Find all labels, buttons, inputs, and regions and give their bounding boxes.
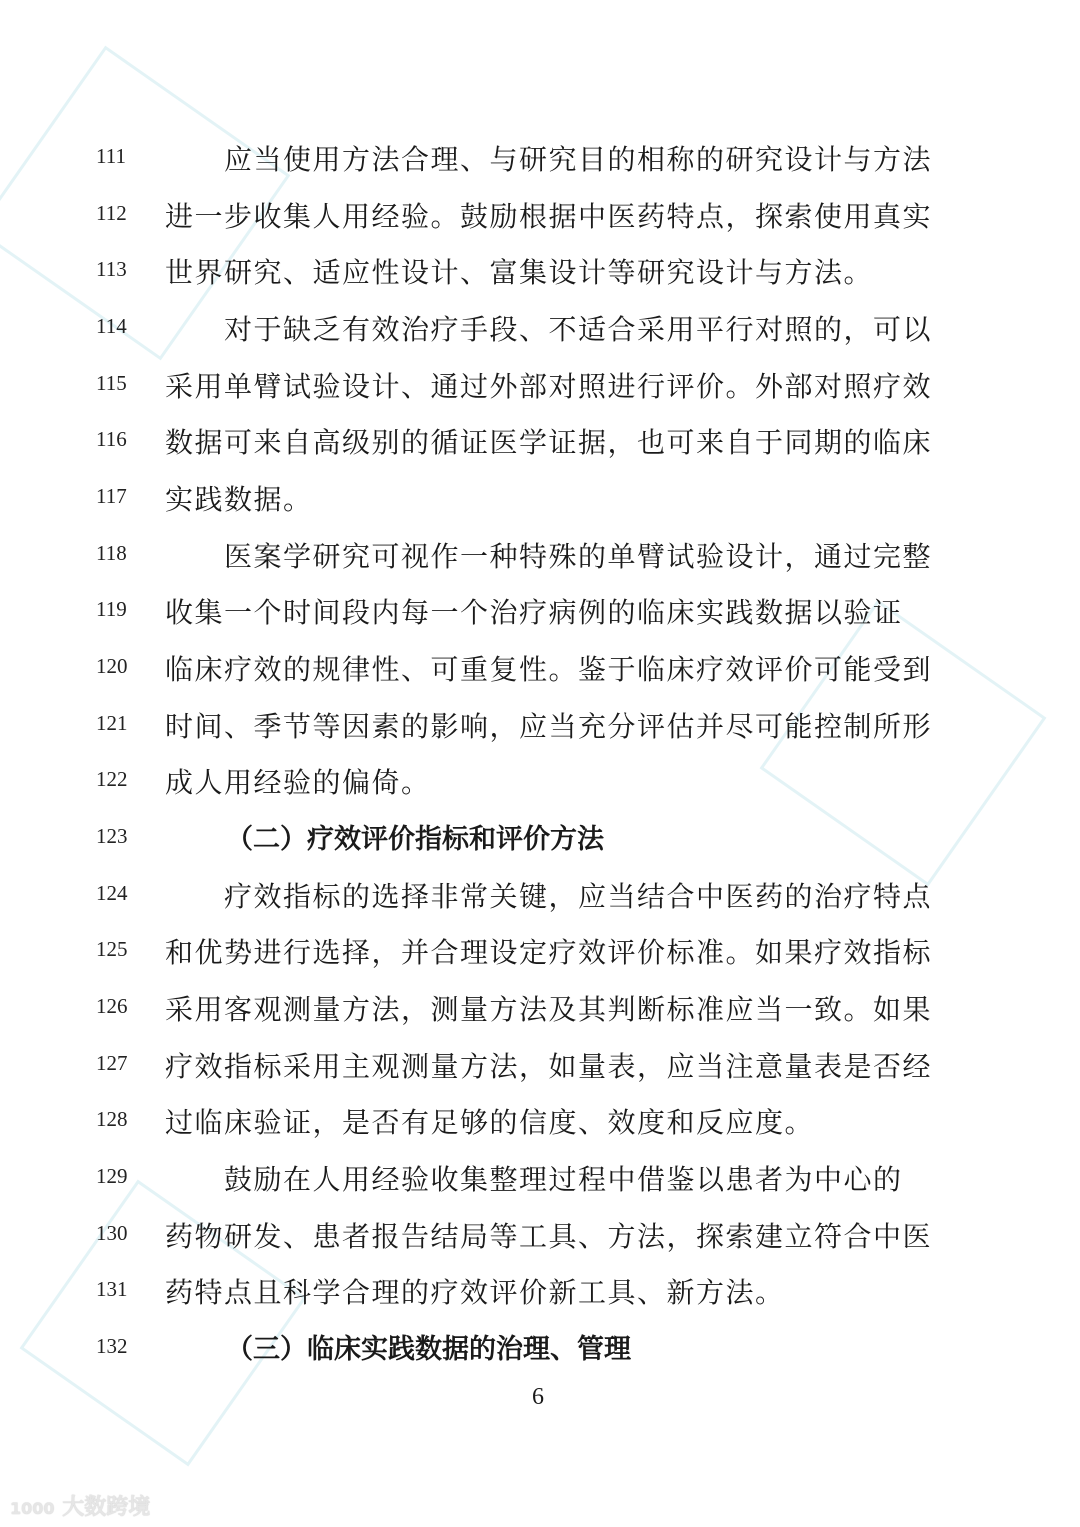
document-line [0, 1330, 1000, 1370]
line-number: 118 [96, 540, 127, 565]
line-number: 131 [96, 1277, 128, 1302]
document-line [0, 253, 1000, 293]
line-number: 115 [96, 370, 127, 395]
line-text: 采用客观测量方法，测量方法及其判断标准应当一致。如果 [165, 993, 933, 1027]
document-line [0, 933, 1000, 973]
line-number: 130 [96, 1220, 128, 1245]
line-text: 医案学研究可视作一种特殊的单臂试验设计，通过完整 [224, 539, 933, 573]
line-number: 128 [96, 1107, 128, 1132]
line-number: 111 [96, 144, 126, 168]
line-text: 数据可来自高级别的循证医学证据，也可来自于同期的临床 [165, 426, 933, 460]
source-logo [10, 1490, 150, 1521]
line-text: 进一步收集人用经验。鼓励根据中医药特点，探索使用真实 [165, 199, 933, 233]
document-line [0, 650, 1000, 690]
document-line [0, 1160, 1000, 1200]
document-line [0, 1103, 1000, 1143]
document-line [0, 593, 1000, 633]
line-text: 时间、季节等因素的影响，应当充分评估并尽可能控制所形 [165, 709, 933, 743]
line-number: 120 [96, 654, 128, 679]
line-number: 112 [96, 200, 127, 225]
line-number: 122 [96, 767, 128, 792]
document-line [0, 537, 1000, 577]
line-text: 成人用经验的偏倚。 [165, 766, 431, 800]
line-number: 123 [96, 824, 128, 849]
line-text: 鼓励在人用经验收集整理过程中借鉴以患者为中心的 [224, 1163, 903, 1197]
document-line [0, 990, 1000, 1030]
document-line [0, 1217, 1000, 1257]
line-text: 实践数据。 [165, 483, 313, 517]
section-heading: （二）疗效评价指标和评价方法 [226, 824, 604, 856]
logo-mark-icon: 1000 [10, 1499, 55, 1518]
line-number: 129 [96, 1164, 128, 1189]
line-text: 和优势进行选择，并合理设定疗效评价标准。如果疗效指标 [165, 936, 933, 970]
document-line [0, 480, 1000, 520]
line-number: 125 [96, 937, 128, 962]
line-number: 117 [96, 484, 127, 509]
line-number: 113 [96, 257, 127, 282]
document-line [0, 423, 1000, 463]
line-number: 124 [96, 880, 128, 905]
document-line [0, 763, 1000, 803]
line-text: 临床疗效的规律性、可重复性。鉴于临床疗效评价可能受到 [165, 653, 933, 687]
document-line [0, 707, 1000, 747]
line-number: 119 [96, 597, 127, 622]
line-number: 116 [96, 427, 127, 452]
line-text: 药特点且科学合理的疗效评价新工具、新方法。 [165, 1276, 785, 1310]
line-text: 采用单臂试验设计、通过外部对照进行评价。外部对照疗效 [165, 369, 933, 403]
line-number: 127 [96, 1050, 128, 1075]
line-text: 疗效指标的选择非常关键，应当结合中医药的治疗特点 [224, 879, 933, 913]
document-line [0, 140, 1000, 180]
line-text: 药物研发、患者报告结局等工具、方法，探索建立符合中医 [165, 1219, 933, 1253]
document-line [0, 367, 1000, 407]
line-number: 114 [96, 314, 127, 338]
line-text: 疗效指标采用主观测量方法，如量表，应当注意量表是否经 [165, 1049, 933, 1083]
line-number: 126 [96, 994, 128, 1019]
page-number: 6 [532, 1384, 544, 1410]
line-text: 过临床验证，是否有足够的信度、效度和反应度。 [165, 1106, 815, 1140]
line-text: 对于缺乏有效治疗手段、不适合采用平行对照的，可以 [224, 313, 933, 346]
document-line [0, 310, 1000, 350]
document-line [0, 820, 1000, 860]
line-text: 收集一个时间段内每一个治疗病例的临床实践数据以验证 [165, 596, 903, 630]
line-text: 世界研究、适应性设计、富集设计等研究设计与方法。 [165, 256, 874, 290]
line-number: 121 [96, 710, 128, 735]
line-number: 132 [96, 1334, 128, 1359]
line-text: 应当使用方法合理、与研究目的相称的研究设计与方法 [224, 143, 933, 176]
document-line [0, 197, 1000, 237]
logo-text: 大数跨境 [62, 1495, 151, 1520]
document-line [0, 1273, 1000, 1313]
section-heading: （三）临床实践数据的治理、管理 [226, 1334, 631, 1366]
document-line [0, 1047, 1000, 1087]
document-line [0, 877, 1000, 917]
